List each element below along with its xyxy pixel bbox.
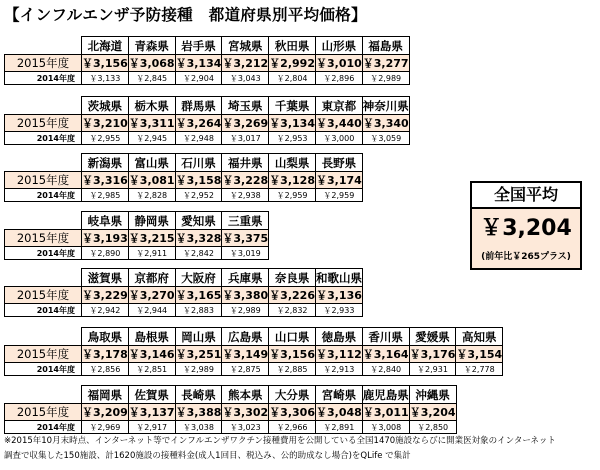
price-2014-row: [5, 247, 269, 260]
price-2014: ￥2,933: [315, 304, 362, 317]
price-2014: ￥2,778: [456, 363, 503, 376]
price-2014: ￥2,891: [315, 421, 362, 434]
prefecture-name: 熊本県: [222, 386, 269, 404]
row-label: 2014年度: [5, 72, 82, 85]
price-2014: ￥2,842: [175, 247, 222, 260]
row-label: 2014年度: [5, 421, 82, 434]
price-2015: ￥2,992: [269, 55, 316, 72]
price-2014: ￥2,942: [82, 304, 129, 317]
national-average-value: ￥3,204: [480, 216, 572, 241]
price-2014: ￥2,911: [128, 247, 175, 260]
prefecture-name: 奈良県: [269, 269, 316, 287]
prefecture-name: 茨城県: [82, 97, 129, 115]
row-label-empty: [5, 328, 82, 346]
price-2014: ￥2,851: [128, 363, 175, 376]
price-2015-row: [5, 287, 363, 304]
row-label: 2014年度: [5, 304, 82, 317]
price-2014: ￥2,840: [362, 363, 409, 376]
price-2015: ￥3,010: [315, 55, 362, 72]
price-2014: ￥2,944: [128, 304, 175, 317]
row-label: 2014年度: [5, 189, 82, 202]
prefecture-name: 三重県: [222, 212, 269, 230]
price-2014-row: [5, 72, 410, 85]
price-2015: ￥3,146: [128, 346, 175, 363]
row-label: 2014年度: [5, 132, 82, 145]
prefecture-name: 滋賀県: [82, 269, 129, 287]
price-2014: ￥2,917: [128, 421, 175, 434]
footnote: [4, 434, 598, 464]
price-2015: ￥3,176: [409, 346, 456, 363]
price-2015: ￥3,311: [128, 115, 175, 132]
prefecture-name: 埼玉県: [222, 97, 269, 115]
price-2014: ￥3,038: [175, 421, 222, 434]
price-2014: ￥2,959: [315, 189, 362, 202]
prefecture-name: 東京都: [315, 97, 362, 115]
price-2015: ￥3,156: [269, 346, 316, 363]
price-2015: ￥3,316: [82, 172, 129, 189]
row-label: 2015年度: [5, 404, 82, 421]
prefecture-header-row: [5, 269, 363, 287]
row-label: 2015年度: [5, 230, 82, 247]
row-label: 2015年度: [5, 346, 82, 363]
price-table-group: [4, 153, 363, 202]
prefecture-header-row: [5, 154, 363, 172]
price-2014: ￥2,985: [82, 189, 129, 202]
price-2015-row: [5, 55, 410, 72]
row-label: 2015年度: [5, 172, 82, 189]
price-2014: ￥2,959: [269, 189, 316, 202]
price-2015: ￥3,081: [128, 172, 175, 189]
price-2014: ￥2,989: [222, 304, 269, 317]
price-2014: ￥2,890: [82, 247, 129, 260]
price-2014-row: [5, 363, 503, 376]
row-label-empty: [5, 37, 82, 55]
price-2014: ￥2,955: [82, 132, 129, 145]
row-label-empty: [5, 154, 82, 172]
prefecture-header-row: [5, 97, 410, 115]
prefecture-name: 広島県: [222, 328, 269, 346]
prefecture-name: 群馬県: [175, 97, 222, 115]
national-average-body: [472, 209, 580, 268]
price-2015: ￥3,048: [315, 404, 362, 421]
prefecture-name: 秋田県: [269, 37, 316, 55]
price-2015-row: [5, 346, 503, 363]
price-2015: ￥3,204: [409, 404, 456, 421]
prefecture-name: 青森県: [128, 37, 175, 55]
prefecture-name: 高知県: [456, 328, 503, 346]
prefecture-name: 山口県: [269, 328, 316, 346]
price-2014: ￥3,019: [222, 247, 269, 260]
price-2015: ￥3,136: [315, 287, 362, 304]
price-2015: ￥3,068: [128, 55, 175, 72]
price-2015: ￥3,212: [222, 55, 269, 72]
price-2014: ￥2,904: [175, 72, 222, 85]
footnote-line-2: 調査で収集した150施設、計1620施設の接種料金(成人1回目、税込み、公的助成なし場合)をQLife で集計: [4, 451, 411, 461]
price-2015: ￥3,375: [222, 230, 269, 247]
price-2014: ￥2,875: [222, 363, 269, 376]
price-2014-row: [5, 421, 457, 434]
price-2014: ￥2,948: [175, 132, 222, 145]
price-2015: ￥3,388: [175, 404, 222, 421]
row-label-empty: [5, 97, 82, 115]
price-2015: ￥3,158: [175, 172, 222, 189]
row-label: 2014年度: [5, 363, 82, 376]
prefecture-name: 島根県: [128, 328, 175, 346]
prefecture-name: 北海道: [82, 37, 129, 55]
prefecture-name: 兵庫県: [222, 269, 269, 287]
prefecture-name: 静岡県: [128, 212, 175, 230]
price-2014: ￥2,845: [128, 72, 175, 85]
row-label: 2015年度: [5, 115, 82, 132]
price-2015: ￥3,226: [269, 287, 316, 304]
price-2015: ￥3,228: [222, 172, 269, 189]
national-average-label: 全国平均: [472, 183, 580, 209]
price-2014: ￥2,832: [269, 304, 316, 317]
price-2015: ￥3,440: [315, 115, 362, 132]
prefecture-name: 岐阜県: [82, 212, 129, 230]
price-2015: ￥3,156: [82, 55, 129, 72]
price-2015-row: [5, 404, 457, 421]
price-2015: ￥3,112: [315, 346, 362, 363]
price-2015: ￥3,134: [175, 55, 222, 72]
prefecture-name: 岩手県: [175, 37, 222, 55]
prefecture-name: 山梨県: [269, 154, 316, 172]
price-2015-row: [5, 115, 410, 132]
national-average-comparison: (前年比￥265プラス): [481, 252, 571, 262]
price-2014: ￥3,017: [222, 132, 269, 145]
price-2015: ￥3,340: [362, 115, 409, 132]
prefecture-name: 福島県: [362, 37, 409, 55]
price-2014: ￥2,828: [128, 189, 175, 202]
row-label-empty: [5, 269, 82, 287]
prefecture-name: 香川県: [362, 328, 409, 346]
price-2015: ￥3,128: [269, 172, 316, 189]
prefecture-name: 徳島県: [315, 328, 362, 346]
prefecture-name: 岡山県: [175, 328, 222, 346]
price-2014-row: [5, 132, 410, 145]
price-2014: ￥2,966: [269, 421, 316, 434]
price-2015: ￥3,174: [315, 172, 362, 189]
price-2014-row: [5, 304, 363, 317]
price-2014: ￥3,008: [362, 421, 409, 434]
prefecture-name: 新潟県: [82, 154, 129, 172]
prefecture-name: 佐賀県: [128, 386, 175, 404]
price-2015: ￥3,134: [269, 115, 316, 132]
price-2014: ￥2,945: [128, 132, 175, 145]
prefecture-name: 神奈川県: [362, 98, 409, 113]
page-title: 【インフルエンザ予防接種 都道府県別平均価格】: [4, 6, 367, 24]
price-2014: ￥2,850: [409, 421, 456, 434]
price-2015-row: [5, 172, 363, 189]
price-2015: ￥3,209: [82, 404, 129, 421]
footnote-line-1: ※2015年10月末時点、インターネット等でインフルエンザワクチン接種費用を公開している全国1470施設ならびに開業医対象のインターネット: [4, 436, 556, 446]
price-2015: ￥3,165: [175, 287, 222, 304]
price-table-group: [4, 268, 363, 317]
price-2015-row: [5, 230, 269, 247]
price-2014: ￥3,043: [222, 72, 269, 85]
prefecture-name: 石川県: [175, 154, 222, 172]
prefecture-name: 富山県: [128, 154, 175, 172]
price-table-group: [4, 211, 269, 260]
prefecture-name: 山形県: [315, 37, 362, 55]
price-2015: ￥3,149: [222, 346, 269, 363]
price-2014: ￥2,969: [82, 421, 129, 434]
prefecture-name: 京都府: [128, 269, 175, 287]
price-2014: ￥2,883: [175, 304, 222, 317]
prefecture-header-row: [5, 212, 269, 230]
national-average-box: [470, 181, 582, 270]
price-2014: ￥2,953: [269, 132, 316, 145]
price-table-group: [4, 385, 457, 434]
price-2015: ￥3,251: [175, 346, 222, 363]
prefecture-name: 長野県: [315, 154, 362, 172]
prefecture-name: 福井県: [222, 154, 269, 172]
row-label-empty: [5, 212, 82, 230]
prefecture-name: 和歌山県: [315, 270, 362, 285]
price-2014: ￥2,989: [362, 72, 409, 85]
price-2014: ￥2,913: [315, 363, 362, 376]
price-2015: ￥3,269: [222, 115, 269, 132]
price-2014: ￥2,952: [175, 189, 222, 202]
price-2015: ￥3,011: [362, 404, 409, 421]
price-2014: ￥2,885: [269, 363, 316, 376]
prefecture-header-row: [5, 386, 457, 404]
prefecture-name: 大阪府: [175, 269, 222, 287]
price-2015: ￥3,154: [456, 346, 503, 363]
prefecture-name: 福岡県: [82, 386, 129, 404]
price-table-group: [4, 36, 410, 85]
price-2015: ￥3,193: [82, 230, 129, 247]
prefecture-name: 栃木県: [128, 97, 175, 115]
price-table-group: [4, 327, 503, 376]
prefecture-header-row: [5, 37, 410, 55]
price-table-group: [4, 96, 410, 145]
row-label: 2014年度: [5, 247, 82, 260]
price-2014: ￥2,938: [222, 189, 269, 202]
price-2015: ￥3,178: [82, 346, 129, 363]
price-2014: ￥3,023: [222, 421, 269, 434]
price-2014: ￥3,000: [315, 132, 362, 145]
price-2014: ￥2,931: [409, 363, 456, 376]
row-label: 2015年度: [5, 287, 82, 304]
price-2015: ￥3,380: [222, 287, 269, 304]
price-2014: ￥3,133: [82, 72, 129, 85]
prefecture-name: 愛知県: [175, 212, 222, 230]
row-label-empty: [5, 386, 82, 404]
prefecture-name: 大分県: [269, 386, 316, 404]
price-2015: ￥3,270: [128, 287, 175, 304]
price-2015: ￥3,229: [82, 287, 129, 304]
prefecture-name: 宮崎県: [315, 386, 362, 404]
row-label: 2015年度: [5, 55, 82, 72]
prefecture-name: 宮城県: [222, 37, 269, 55]
price-2014-row: [5, 189, 363, 202]
price-2015: ￥3,328: [175, 230, 222, 247]
price-2015: ￥3,264: [175, 115, 222, 132]
prefecture-name: 長崎県: [175, 386, 222, 404]
prefecture-name: 鳥取県: [82, 328, 129, 346]
prefecture-name: 鹿児島県: [362, 387, 409, 402]
prefecture-name: 千葉県: [269, 97, 316, 115]
prefecture-name: 沖縄県: [409, 386, 456, 404]
price-2014: ￥2,896: [315, 72, 362, 85]
price-2015: ￥3,215: [128, 230, 175, 247]
price-2015: ￥3,164: [362, 346, 409, 363]
price-2015: ￥3,302: [222, 404, 269, 421]
prefecture-name: 愛媛県: [409, 328, 456, 346]
price-2014: ￥2,856: [82, 363, 129, 376]
price-2015: ￥3,306: [269, 404, 316, 421]
price-2014: ￥2,804: [269, 72, 316, 85]
price-2015: ￥3,137: [128, 404, 175, 421]
price-2014: ￥2,989: [175, 363, 222, 376]
price-2015: ￥3,210: [82, 115, 129, 132]
price-2015: ￥3,277: [362, 55, 409, 72]
prefecture-header-row: [5, 328, 503, 346]
price-2014: ￥3,059: [362, 132, 409, 145]
